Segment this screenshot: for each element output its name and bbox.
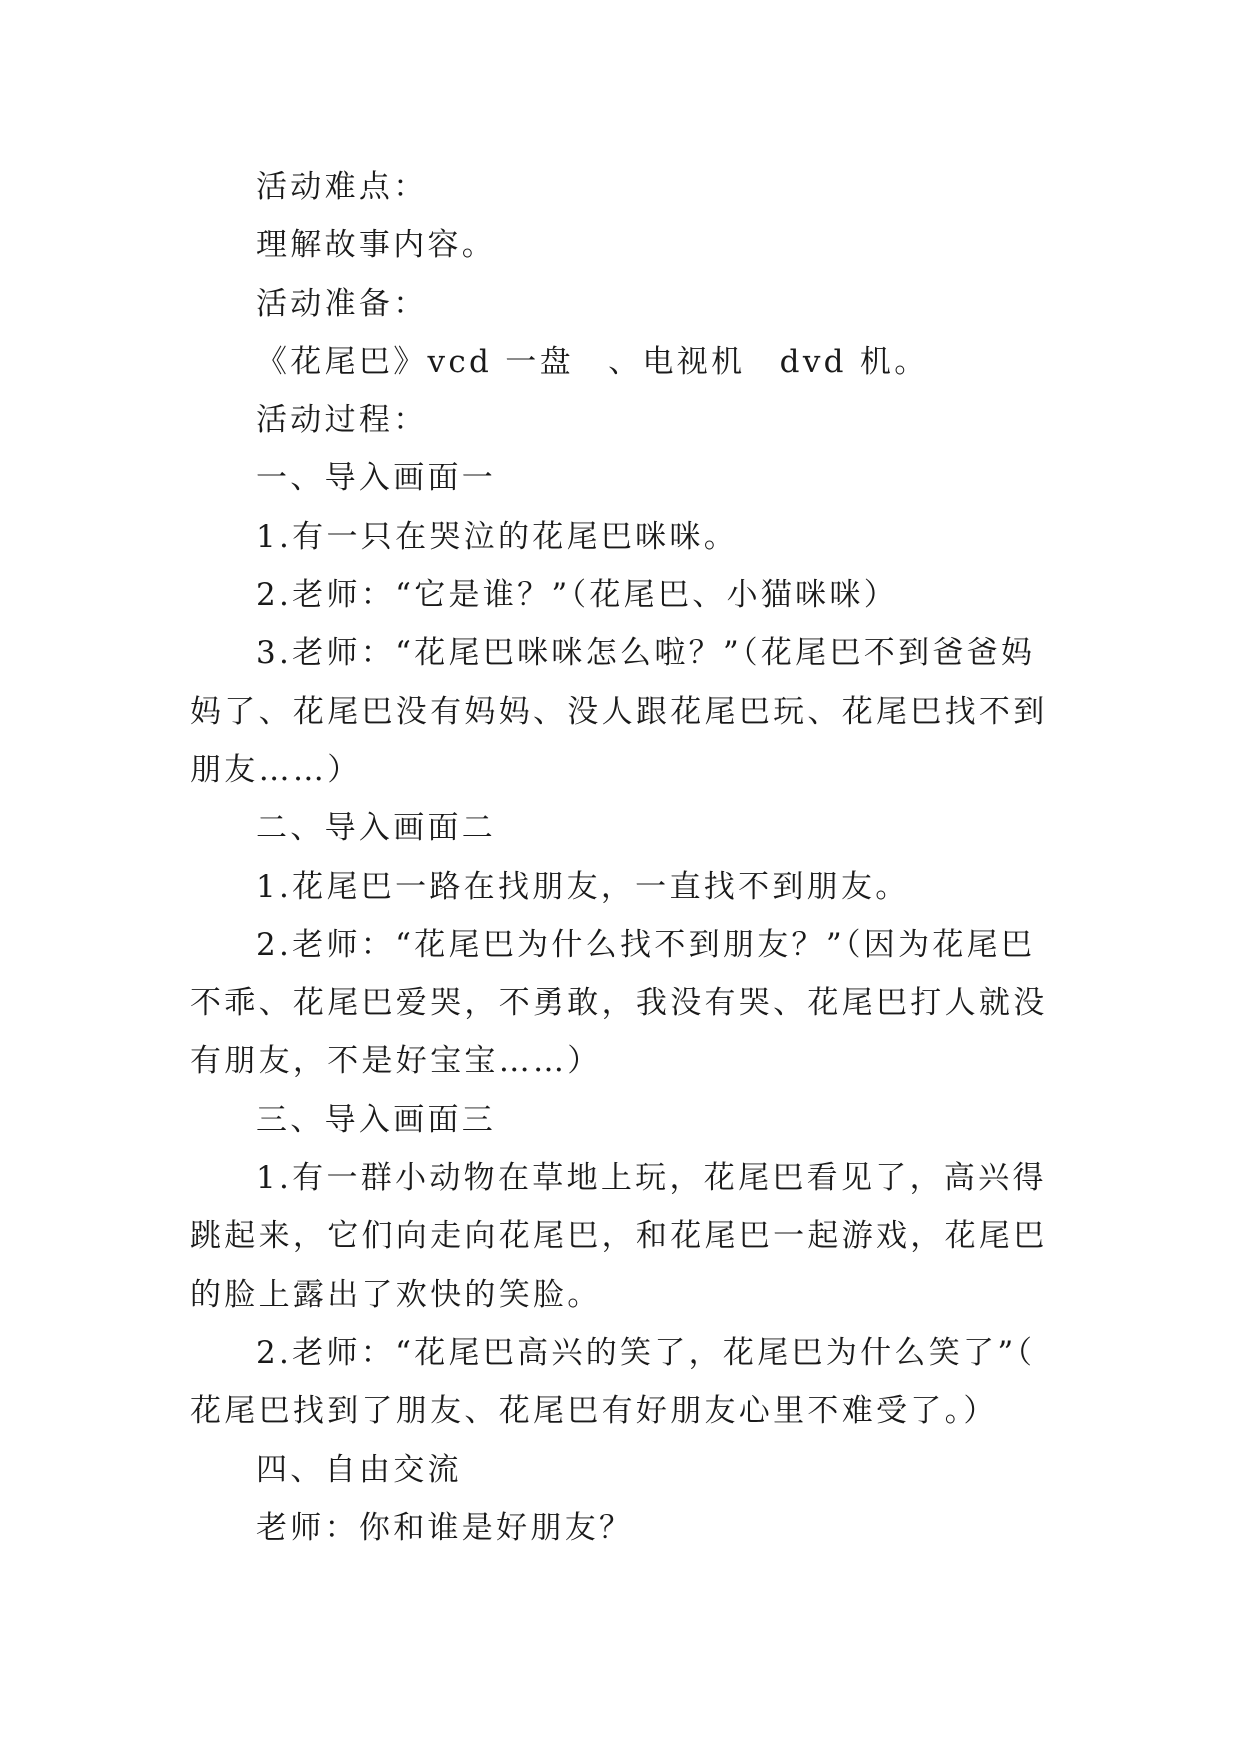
document-body <box>190 158 1052 1557</box>
section-heading-4: 四、自由交流 <box>256 1451 462 1488</box>
paragraph-preparation-text: 《花尾巴》vcd 一盘 、电视机 dvd 机。 <box>256 343 929 380</box>
paragraph-difficulty-text: 理解故事内容。 <box>256 227 497 264</box>
heading-activity-preparation: 活动准备： <box>256 285 428 322</box>
list-item: 1.有一群小动物在草地上玩，花尾巴看见了，高兴得跳起来，它们向走向花尾巴，和花尾巴一起游戏，花尾巴的脸上露出了欢快的笑脸。 <box>190 1160 1048 1313</box>
section-heading-2: 二、导入画面二 <box>256 810 497 847</box>
paragraph-teacher-question: 老师：你和谁是好朋友？ <box>256 1509 634 1546</box>
list-item: 2.老师：“花尾巴高兴的笑了，花尾巴为什么笑了”（ 花尾巴找到了朋友、花尾巴有好朋友心里不难受了。） <box>190 1334 1036 1430</box>
section-heading-3: 三、导入画面三 <box>256 1101 497 1138</box>
list-item: 2.老师：“花尾巴为什么找不到朋友？”（因为花尾巴不乖、花尾巴爱哭，不勇敢，我没有哭、花尾巴打人就没有朋友，不是好宝宝……） <box>190 926 1048 1080</box>
section-heading-1: 一、导入画面一 <box>256 460 497 497</box>
list-item: 1.有一只在哭泣的花尾巴咪咪。 <box>256 518 739 555</box>
list-item: 2.老师：“它是谁？”（花尾巴、小猫咪咪） <box>256 577 899 614</box>
heading-activity-process: 活动过程： <box>256 402 428 439</box>
list-item: 1.花尾巴一路在找朋友，一直找不到朋友。 <box>256 868 910 905</box>
heading-activity-difficulty: 活动难点： <box>256 169 428 205</box>
list-item: 3.老师：“花尾巴咪咪怎么啦？”（花尾巴不到爸爸妈妈了、花尾巴没有妈妈、没人跟花尾巴玩、花尾巴找不到朋友……） <box>190 635 1048 788</box>
